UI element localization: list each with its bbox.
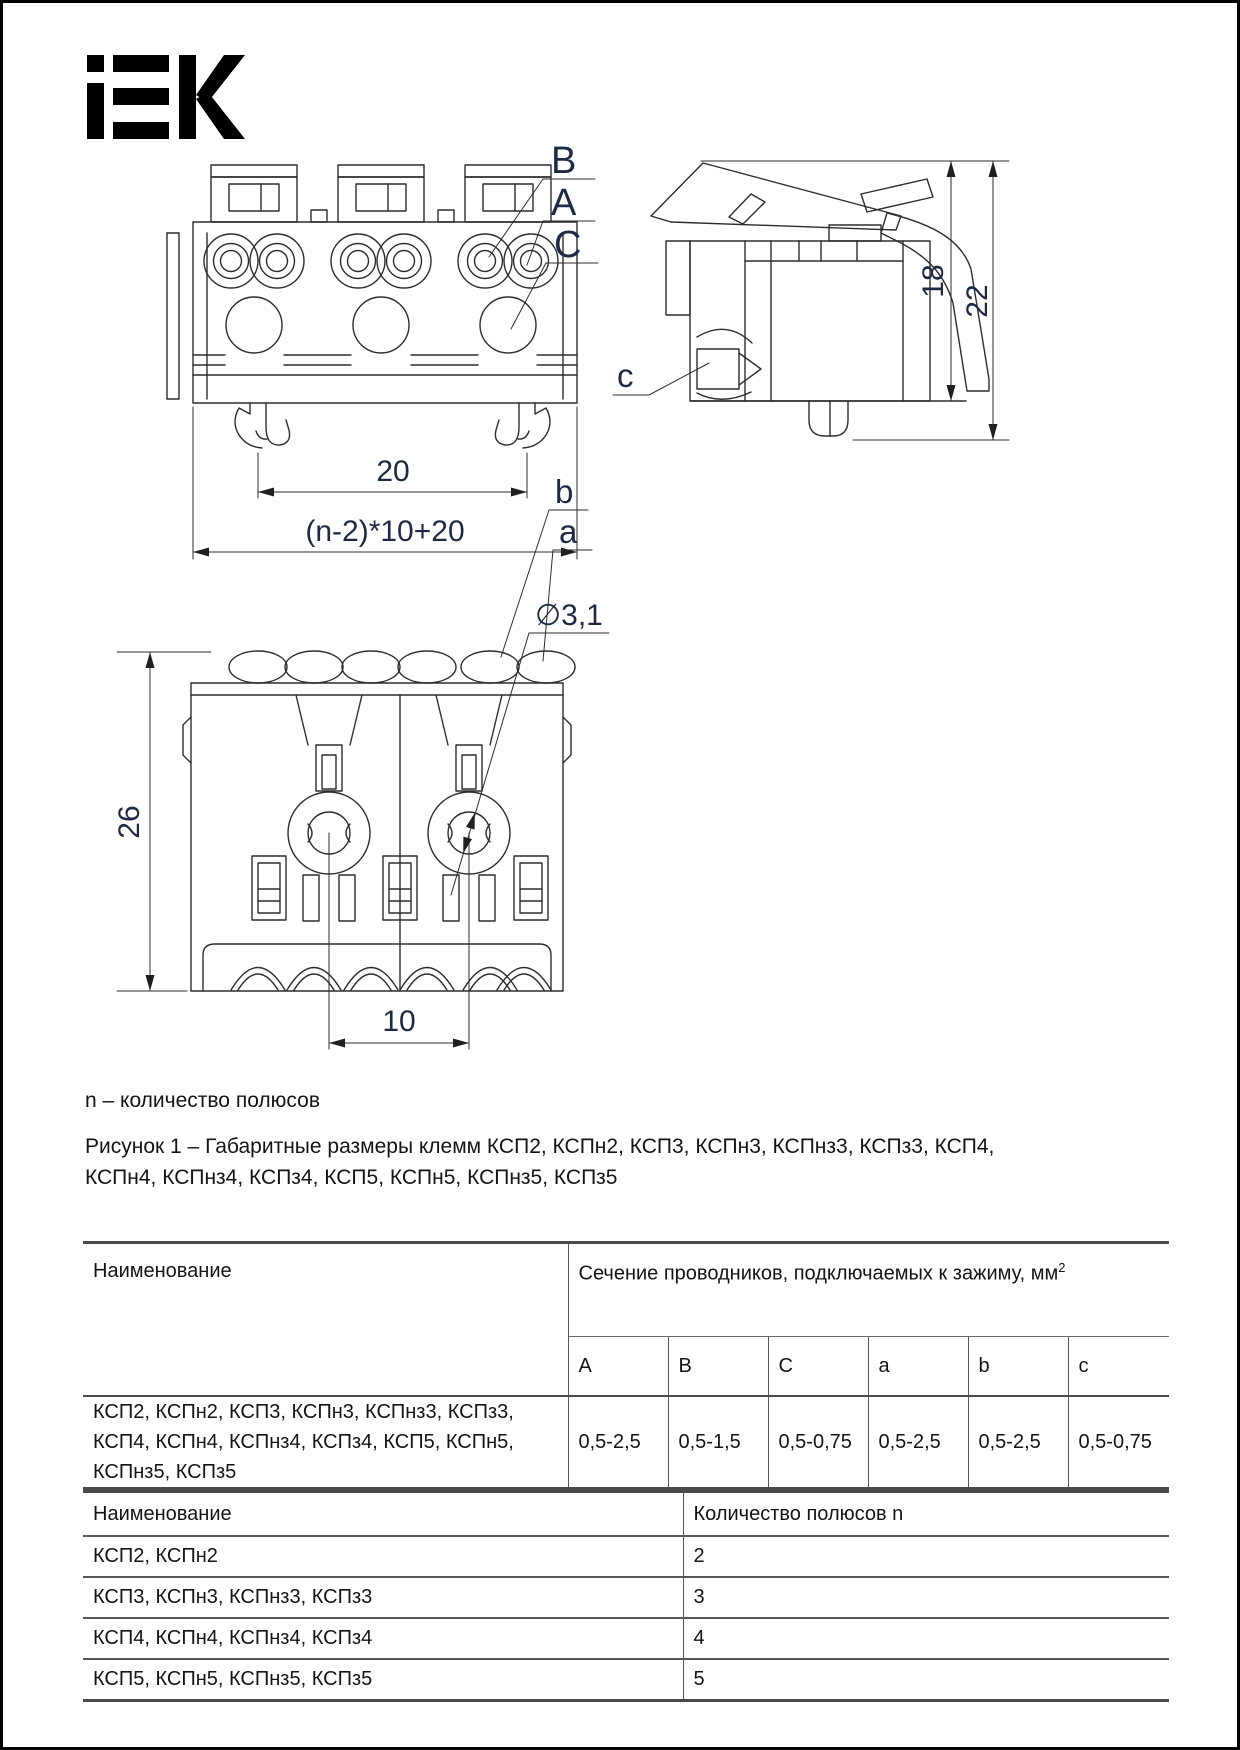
dim-label-20: 20 <box>376 455 410 488</box>
top-view-drawing <box>113 473 609 1049</box>
t2-row-poles: 5 <box>683 1659 1169 1701</box>
top-dim-pitch <box>329 1005 469 1048</box>
dim-label-10: 10 <box>382 1005 416 1038</box>
t2-row-poles: 2 <box>683 1536 1169 1577</box>
callout-label-A: A <box>551 182 577 224</box>
t1-subheader-c: c <box>1068 1337 1169 1397</box>
callout-label-B: B <box>551 140 577 182</box>
top-dim-hole-diameter <box>451 599 609 895</box>
table-row <box>83 1659 1169 1701</box>
t2-row-name: КСП3, КСПн3, КСПнз3, КСПз3 <box>83 1577 683 1618</box>
t1-header-section-sup: 2 <box>1058 1260 1066 1275</box>
callout-label-c: c <box>617 357 634 394</box>
t2-header-name: Наименование <box>93 1502 232 1525</box>
side-dim-18 <box>917 161 956 401</box>
t1-header-name: Наименование <box>93 1260 232 1282</box>
dim-label-22: 22 <box>961 284 994 318</box>
t1-header-section <box>568 1243 1169 1337</box>
dim-label-26: 26 <box>113 805 146 839</box>
release-lever <box>651 163 901 230</box>
dim-label-width-formula: (n-2)*10+20 <box>305 515 465 548</box>
figure-drawings <box>3 3 1240 1083</box>
t2-row-name: КСП4, КСПн4, КСПнз4, КСПз4 <box>83 1618 683 1659</box>
side-dim-22 <box>961 161 998 440</box>
t1-header-section-text: Сечение проводников, подключаемых к зажиму, мм <box>578 1262 1059 1285</box>
top-view-body <box>183 683 571 991</box>
figure-caption: Рисунок 1 – Габаритные размеры клемм КСП2, КСПн2, КСП3, КСПн3, КСПнз3, КСПз3, КСП4, КСПн4, КСПнз4, КСПз4, КСП5, КСПн5, КСПнз5, КСПз5 <box>85 1135 995 1189</box>
cross-section-table <box>83 1241 1169 1490</box>
t1-value-C: 0,5-0,75 <box>768 1396 868 1489</box>
poles-note: n – количество полюсов <box>85 1089 320 1112</box>
t2-row-name: КСП2, КСПн2 <box>83 1536 683 1577</box>
t1-subheader-b: b <box>968 1337 1068 1397</box>
table-row <box>83 1618 1169 1659</box>
front-dim-feet-spacing <box>258 453 527 498</box>
t1-value-b: 0,5-2,5 <box>968 1396 1068 1489</box>
t2-row-poles: 3 <box>683 1577 1169 1618</box>
front-callouts <box>489 140 598 329</box>
top-view-buttons <box>229 651 575 683</box>
front-view-drawing <box>167 140 598 559</box>
t1-subheader-A: A <box>568 1337 668 1397</box>
t2-row-poles: 4 <box>683 1618 1169 1659</box>
t1-subheader-a: a <box>868 1337 968 1397</box>
side-callout-c <box>613 357 709 395</box>
front-view-tabs <box>211 165 551 222</box>
dim-label-hole-diameter: ∅3,1 <box>535 599 603 632</box>
t1-value-B: 0,5-1,5 <box>668 1396 768 1489</box>
front-view-body <box>167 222 577 403</box>
callout-label-C: C <box>554 224 582 266</box>
poles-count-table <box>83 1490 1169 1702</box>
table-row <box>83 1536 1169 1577</box>
t1-row-name: КСП2, КСПн2, КСП3, КСПн3, КСПнз3, КСПз3, КСП4, КСПн4, КСПнз4, КСПз4, КСП5, КСПн5, КСПнз5, КСПз5 <box>83 1396 568 1489</box>
t1-value-A: 0,5-2,5 <box>568 1396 668 1489</box>
callout-label-b: b <box>555 473 574 510</box>
top-dim-height <box>113 652 211 991</box>
table-row <box>83 1577 1169 1618</box>
t1-subheader-C: C <box>768 1337 868 1397</box>
t1-subheader-B: B <box>668 1337 768 1397</box>
callout-label-a: a <box>559 513 578 550</box>
t1-value-c: 0,5-0,75 <box>1068 1396 1169 1489</box>
front-view-feet <box>235 403 550 448</box>
t2-row-name: КСП5, КСПн5, КСПнз5, КСПз5 <box>83 1659 683 1701</box>
t1-value-a: 0,5-2,5 <box>868 1396 968 1489</box>
t2-header-poles: Количество полюсов n <box>683 1492 1169 1537</box>
dim-label-18: 18 <box>917 264 950 298</box>
side-view-drawing <box>613 161 1009 440</box>
